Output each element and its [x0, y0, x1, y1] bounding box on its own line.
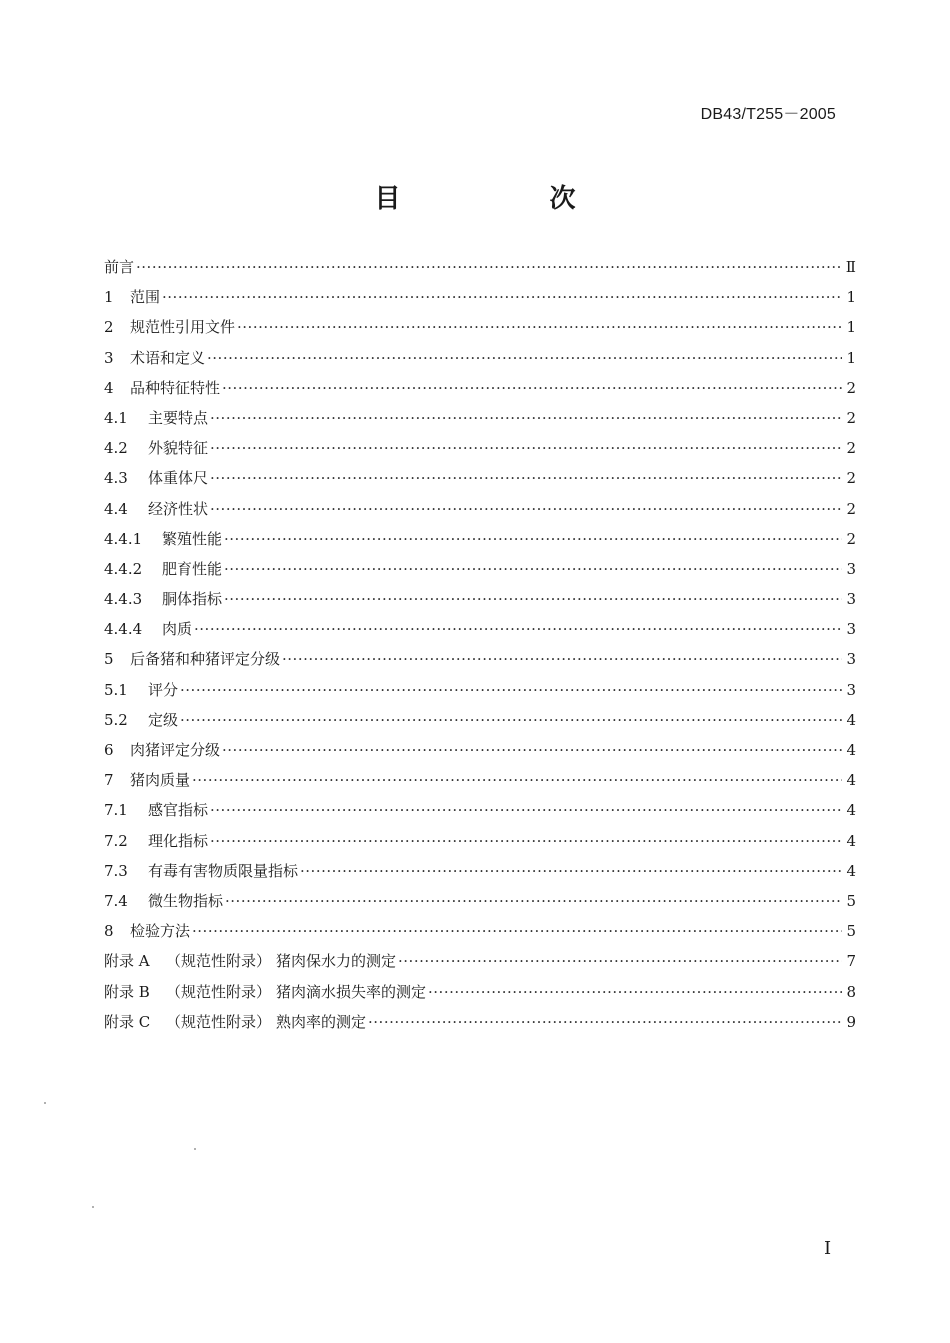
toc-entry-label: 外貌特征 [148, 439, 209, 458]
toc-entry-label: 主要特点 [148, 408, 209, 427]
toc-entry-page: 1 [846, 348, 856, 367]
table-of-contents [104, 256, 856, 1041]
toc-entry-label: 经济性状 [148, 499, 209, 518]
toc-entry-number: 7.3 [104, 861, 128, 880]
toc-entry [104, 377, 856, 407]
toc-entry-number: 附录 B [104, 982, 150, 1001]
toc-entry-page: 2 [846, 408, 856, 427]
toc-entry-label: 熟肉率的测定 [276, 1012, 367, 1031]
toc-leader-dots [398, 952, 842, 970]
toc-entry-label: 体重体尺 [148, 469, 209, 488]
toc-entry [104, 830, 856, 860]
toc-entry-number: 4.2 [104, 439, 128, 458]
toc-leader-dots [282, 650, 842, 668]
toc-entry-label: 猪肉质量 [130, 771, 191, 790]
toc-entry [104, 769, 856, 799]
toc-entry-page: 2 [846, 499, 856, 518]
toc-entry-page: 2 [846, 439, 856, 458]
scan-speck [44, 1102, 46, 1104]
toc-leader-dots [180, 681, 842, 699]
toc-entry-number: 6 [104, 741, 114, 759]
toc-entry [104, 739, 856, 769]
toc-leader-dots [180, 711, 842, 729]
toc-entry-number: 5 [104, 650, 114, 669]
toc-entry-page: 2 [846, 529, 856, 548]
toc-entry-label: 肥育性能 [162, 559, 223, 578]
toc-entry [104, 407, 856, 437]
toc-leader-dots [224, 560, 842, 578]
toc-entry-page: 4 [846, 771, 856, 790]
toc-entry [104, 588, 856, 618]
toc-entry-page: 4 [846, 831, 856, 850]
toc-entry-number: 7.1 [104, 801, 128, 820]
toc-entry [104, 1011, 856, 1041]
toc-entry-note: （规范性附录） [166, 982, 272, 1001]
toc-leader-dots [300, 862, 842, 880]
toc-entry-number: 5.1 [104, 680, 128, 699]
toc-entry [104, 860, 856, 890]
toc-entry-page: 1 [846, 318, 856, 337]
toc-entry [104, 648, 856, 678]
toc-entry-number: 4.1 [104, 408, 128, 427]
toc-entry-number: 2 [104, 318, 114, 337]
toc-entry-page: 1 [846, 288, 856, 307]
toc-leader-dots [136, 258, 842, 276]
toc-entry [104, 679, 856, 709]
toc-leader-dots [210, 409, 842, 427]
toc-entry-note: （规范性附录） [166, 952, 272, 971]
toc-entry-number: 附录 A [104, 952, 150, 971]
toc-entry [104, 618, 856, 648]
toc-entry-page: 4 [846, 741, 856, 759]
toc-entry-label: 定级 [148, 710, 179, 729]
toc-entry [104, 286, 856, 316]
toc-leader-dots [222, 741, 842, 759]
toc-entry-number: 4.4.4 [104, 620, 143, 639]
toc-entry-number: 4.4.2 [104, 559, 143, 578]
toc-entry-page: 3 [846, 590, 856, 609]
toc-entry-number: 7.2 [104, 831, 128, 850]
toc-leader-dots [210, 469, 842, 487]
toc-entry-label: 范围 [130, 288, 161, 307]
toc-entry [104, 467, 856, 497]
toc-entry [104, 498, 856, 528]
scan-speck [194, 1148, 196, 1150]
toc-leader-dots [224, 530, 842, 548]
toc-entry [104, 981, 856, 1011]
toc-leader-dots [210, 439, 842, 457]
toc-entry [104, 799, 856, 829]
toc-entry [104, 316, 856, 346]
toc-entry [104, 558, 856, 588]
toc-entry-label: 后备猪和种猪评定分级 [130, 650, 281, 669]
toc-entry-label: 有毒有害物质限量指标 [148, 861, 299, 880]
toc-leader-dots [225, 892, 842, 910]
toc-entry-number: 5.2 [104, 710, 128, 729]
toc-leader-dots [224, 590, 842, 608]
toc-entry-label: 评分 [148, 680, 179, 699]
toc-entry-page: 8 [846, 982, 856, 1001]
toc-entry-label: 胴体指标 [162, 590, 223, 609]
toc-entry-page: 3 [846, 559, 856, 578]
toc-entry-page: 9 [846, 1012, 856, 1031]
toc-entry-label: 感官指标 [148, 801, 209, 820]
toc-entry [104, 528, 856, 558]
toc-entry-label: 检验方法 [130, 922, 191, 941]
document-code: DB43/T255－2005 [700, 106, 836, 123]
toc-entry-label: 繁殖性能 [162, 529, 223, 548]
toc-entry-number: 8 [104, 922, 114, 941]
toc-entry-page: 3 [846, 680, 856, 699]
toc-entry-page: 4 [846, 861, 856, 880]
toc-entry [104, 890, 856, 920]
toc-leader-dots [210, 832, 842, 850]
toc-entry-page: 3 [846, 650, 856, 669]
toc-leader-dots [237, 318, 842, 336]
toc-leader-dots [162, 288, 842, 306]
toc-entry-label: 猪肉保水力的测定 [276, 952, 397, 971]
toc-leader-dots [194, 620, 842, 638]
toc-entry-note: （规范性附录） [166, 1012, 272, 1031]
toc-leader-dots [210, 801, 842, 819]
toc-entry-label: 微生物指标 [148, 891, 224, 910]
toc-leader-dots [368, 1013, 842, 1031]
page-number: Ⅰ [824, 1238, 832, 1259]
toc-leader-dots [210, 500, 842, 518]
toc-entry [104, 950, 856, 980]
toc-entry-number: 4.3 [104, 469, 128, 488]
toc-entry-page: 5 [846, 922, 856, 941]
toc-entry-label: 规范性引用文件 [130, 318, 236, 337]
toc-entry-page: 2 [846, 469, 856, 488]
toc-entry [104, 256, 856, 286]
toc-leader-dots [222, 379, 842, 397]
toc-leader-dots [192, 771, 842, 789]
toc-entry [104, 347, 856, 377]
toc-leader-dots [192, 922, 842, 940]
toc-entry-label: 肉质 [162, 620, 193, 639]
toc-leader-dots [207, 349, 842, 367]
toc-entry-number: 附录 C [104, 1012, 151, 1031]
toc-entry-label: 前言 [104, 258, 135, 276]
toc-entry-number: 4.4.3 [104, 590, 143, 609]
toc-entry-page: 7 [846, 952, 856, 971]
toc-entry [104, 709, 856, 739]
toc-entry-number: 1 [104, 288, 114, 307]
toc-entry-page: Ⅱ [845, 258, 856, 276]
toc-entry [104, 920, 856, 950]
toc-entry-number: 7 [104, 771, 114, 790]
toc-entry-number: 4.4 [104, 499, 128, 518]
toc-entry [104, 437, 856, 467]
page-title: 目 次 [374, 184, 646, 214]
toc-entry-label: 品种特征特性 [130, 378, 221, 397]
toc-entry-page: 4 [846, 710, 856, 729]
toc-entry-page: 4 [846, 801, 856, 820]
toc-entry-label: 肉猪评定分级 [130, 741, 221, 759]
toc-entry-page: 3 [846, 620, 856, 639]
toc-entry-page: 5 [846, 891, 856, 910]
toc-entry-page: 2 [846, 378, 856, 397]
toc-entry-number: 7.4 [104, 891, 128, 910]
toc-entry-label: 术语和定义 [130, 348, 206, 367]
toc-entry-number: 3 [104, 348, 114, 367]
toc-entry-label: 理化指标 [148, 831, 209, 850]
toc-entry-number: 4 [104, 378, 114, 397]
toc-entry-label: 猪肉滴水损失率的测定 [276, 982, 427, 1001]
toc-entry-number: 4.4.1 [104, 529, 143, 548]
scan-speck [92, 1206, 94, 1208]
toc-leader-dots [428, 983, 842, 1001]
